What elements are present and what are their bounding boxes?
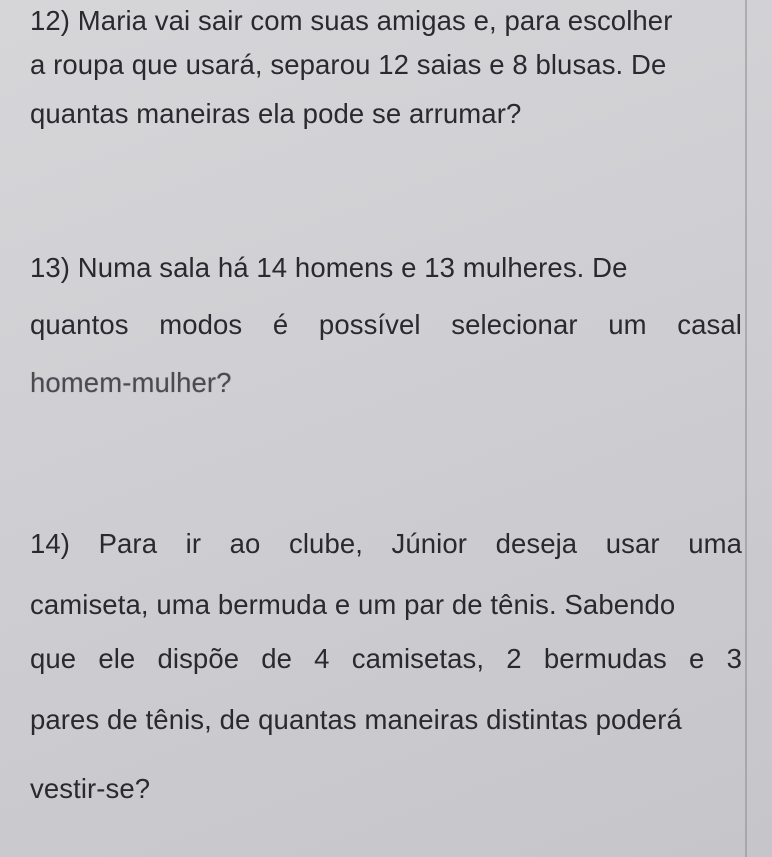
question-14-line-1: 14) Para ir ao clube, Júnior deseja usar uma (30, 528, 742, 559)
question-14-line-5: vestir-se? (30, 773, 151, 804)
question-14-line-3: que ele dispõe de 4 camisetas, 2 bermudas e 3 (30, 643, 742, 674)
question-13-line-3: homem-mulher? (30, 367, 232, 398)
question-12-line-2: a roupa que usará, separou 12 saias e 8 blusas. De (30, 49, 667, 80)
question-13-line-2: quantos modos é possível selecionar um casal (30, 309, 742, 340)
question-14-line-2: camiseta, uma bermuda e um par de tênis. Sabendo (30, 589, 676, 620)
question-12-line-3: quantas maneiras ela pode se arrumar? (30, 98, 522, 129)
page-edge-shadow (745, 0, 747, 857)
question-14-line-4: pares de tênis, de quantas maneiras distintas poderá (30, 704, 682, 735)
question-12-line-1: 12) Maria vai sair com suas amigas e, para escolher (30, 5, 673, 36)
question-13-line-1: 13) Numa sala há 14 homens e 13 mulheres. De (30, 252, 628, 283)
